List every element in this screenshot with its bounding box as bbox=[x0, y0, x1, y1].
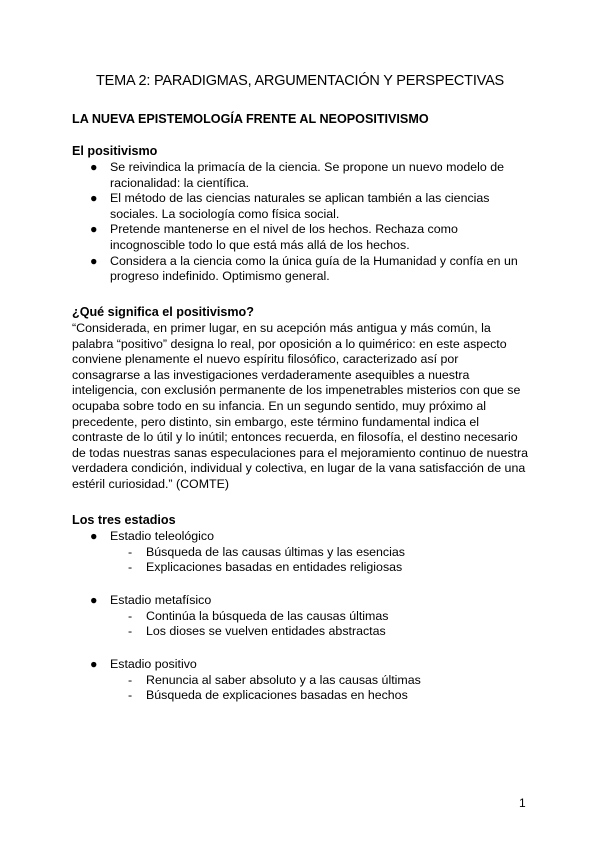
dash-icon: - bbox=[128, 608, 133, 623]
document-title: TEMA 2: PARADIGMAS, ARGUMENTACIÓN Y PERSPECTIVAS bbox=[95, 73, 505, 89]
stage-label: Estadio teleológico bbox=[110, 529, 215, 543]
stage-sublist bbox=[72, 545, 532, 576]
bullet-text: El método de las ciencias naturales se aplican también a las ciencias sociales. La sociología como física social. bbox=[110, 191, 490, 221]
list-item bbox=[72, 222, 532, 253]
dash-icon: - bbox=[128, 672, 133, 687]
estadios-heading: Los tres estadios bbox=[72, 513, 176, 527]
bullet-text: Se reivindica la primacía de la ciencia. Se propone un nuevo modelo de racionalidad: la científica. bbox=[110, 160, 504, 190]
page-number: 1 bbox=[519, 796, 526, 810]
bullet-text: Considera a la ciencia como la única guía de la Humanidad y confía en un progreso indefinido. Optimismo general. bbox=[110, 253, 518, 284]
bullet-icon: ● bbox=[90, 160, 98, 174]
subitem-text: Los dioses se vuelven entidades abstractas bbox=[146, 624, 386, 639]
stage-sublist bbox=[72, 673, 532, 704]
bullet-icon: ● bbox=[90, 222, 98, 237]
list-item bbox=[72, 545, 532, 561]
list-item bbox=[72, 560, 532, 576]
positivismo-heading: El positivismo bbox=[72, 144, 158, 158]
subitem-text: Búsqueda de las causas últimas y las esencias bbox=[146, 544, 405, 559]
dash-icon: - bbox=[128, 544, 133, 559]
main-heading: LA NUEVA EPISTEMOLOGÍA FRENTE AL NEOPOSITIVISMO bbox=[72, 112, 429, 126]
list-item bbox=[72, 254, 532, 285]
list-item bbox=[72, 160, 532, 191]
dash-icon: - bbox=[128, 560, 133, 575]
comte-quote: “Considerada, en primer lugar, en su acepción más antigua y más común, la palabra “positivo” designa lo real, por oposición a lo quimérico: en este aspecto conviene plenamente el nuevo espíritu filosófico, caracterizado así por consagrarse a las investigaciones verdaderamente asequibles a nuestra inteligencia, con exclusión permanente de los impenetrables misterios con que se ocupaba sobre todo en su infancia. En un segundo sentido, muy próximo al precedente, pero distinto, sin embargo, este término fundamental indica el contraste de lo útil y lo inútil; entonces recuerda, en filosofía, el destino necesario de todas nuestras sanas especulaciones para el mejoramiento continuo de nuestra verdadera condición, individual y colectiva, en lugar de la vana satisfacción de una estéril curiosidad.” (COMTE) bbox=[72, 321, 528, 491]
subitem-text: Búsqueda de explicaciones basadas en hechos bbox=[146, 688, 408, 703]
bullet-text: Pretende mantenerse en el nivel de los hechos. Rechaza como incognoscible todo lo que está más allá de los hechos. bbox=[110, 222, 458, 252]
list-item bbox=[72, 688, 532, 704]
list-item bbox=[72, 624, 532, 640]
significado-heading: ¿Qué significa el positivismo? bbox=[72, 305, 254, 319]
stage-teleologico bbox=[72, 529, 532, 576]
subitem-text: Continúa la búsqueda de las causas últimas bbox=[146, 608, 389, 623]
bullet-icon: ● bbox=[90, 191, 98, 206]
stage-label: Estadio metafísico bbox=[110, 593, 212, 607]
stage-positivo bbox=[72, 657, 532, 704]
dash-icon: - bbox=[128, 624, 133, 639]
stage-metafisico bbox=[72, 593, 532, 640]
bullet-icon: ● bbox=[90, 529, 98, 543]
list-item bbox=[72, 673, 532, 689]
list-item bbox=[72, 191, 532, 222]
bullet-icon: ● bbox=[90, 593, 98, 607]
subitem-text: Explicaciones basadas en entidades religiosas bbox=[146, 560, 403, 575]
dash-icon: - bbox=[128, 688, 133, 703]
subitem-text: Renuncia al saber absoluto y a las causas últimas bbox=[146, 672, 421, 687]
stage-sublist bbox=[72, 609, 532, 640]
bullet-icon: ● bbox=[90, 657, 98, 671]
list-item bbox=[72, 609, 532, 625]
stage-label: Estadio positivo bbox=[110, 657, 197, 671]
bullet-icon: ● bbox=[90, 253, 98, 268]
positivismo-bullet-list bbox=[72, 160, 532, 285]
